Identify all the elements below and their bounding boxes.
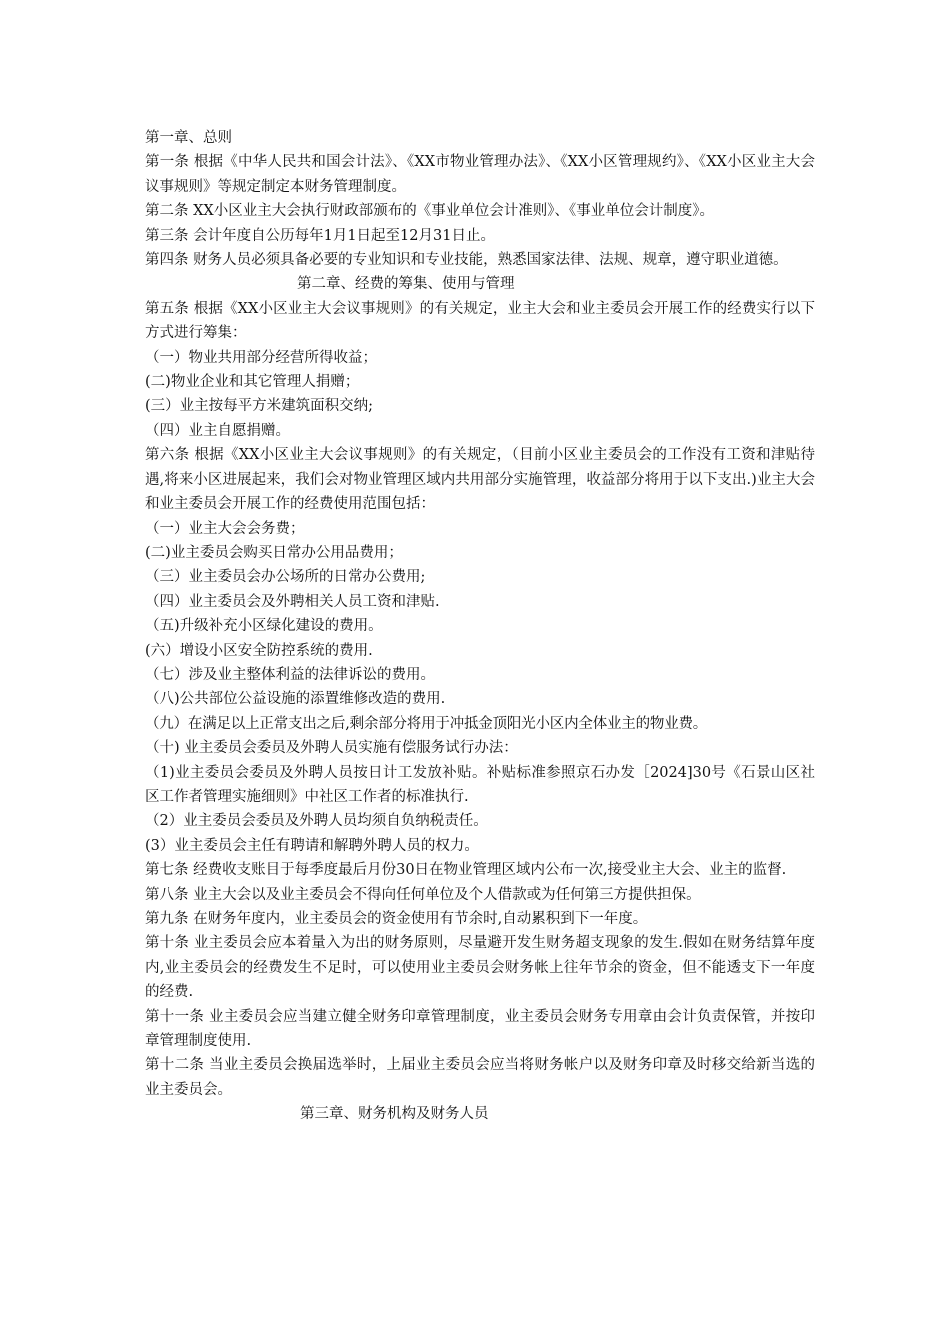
chapter-2-title: 第二章、经费的筹集、使用与管理 (297, 276, 515, 293)
article-4: 第四条 财务人员必须具备必要的专业知识和专业技能，熟悉国家法律、法规、规章，遵守职业道德。 (145, 252, 788, 269)
article-6-item-1: （一）业主大会会务费； (145, 520, 305, 537)
article-6-item-10: （十) 业主委员会委员及外聘人员实施有偿服务试行办法： (145, 740, 518, 757)
article-5: 第五条 根据《XX小区业主大会议事规则》的有关规定，业主大会和业主委员会开展工作的经费实行以下方式进行筹集： (145, 300, 815, 342)
article-6-item-2: (二)业主委员会购买日常办公用品费用； (145, 544, 403, 561)
article-6-item-9: （九）在满足以上正常支出之后,剩余部分将用于冲抵金顶阳光小区内全体业主的物业费。 (145, 715, 708, 732)
article-3: 第三条 会计年度自公历每年1月1日起至12月31日止。 (145, 227, 495, 244)
article-12: 第十二条 当业主委员会换届选举时，上届业主委员会应当将财务帐户以及财务印章及时移交给新当选的业主委员会。 (145, 1057, 815, 1098)
article-6-subitem-3: (3）业主委员会主任有聘请和解聘外聘人员的权力。 (145, 837, 479, 854)
article-9: 第九条 在财务年度内，业主委员会的资金使用有节余时,自动累积到下一年度。 (145, 911, 648, 927)
article-6-subitem-1: （1)业主委员会委员及外聘人员按日计工发放补贴。补贴标准参照京石办发［2024]30号《石景山区社区工作者管理实施细则》中社区工作者的标准执行. (145, 764, 815, 805)
article-6-item-3: （三）业主委员会办公场所的日常办公费用; (145, 569, 426, 586)
article-1: 第一条 根据《中华人民共和国会计法》、《XX市物业管理办法》、《XX小区管理规约》、《XX小区业主大会议事规则》等规定制定本财务管理制度。 (145, 154, 815, 195)
article-5-item-2: (二)物业企业和其它管理人捐赠； (145, 374, 360, 391)
article-5-item-1: （一）物业共用部分经营所得收益； (145, 349, 377, 366)
article-2: 第二条 XX小区业主大会执行财政部颁布的《事业单位会计准则》、《事业单位会计制度》。 (145, 203, 715, 220)
article-10: 第十条 业主委员会应本着量入为出的财务原则，尽量避开发生财务超支现象的发生.假如在财务结算年度内,业主委员会的经费发生不足时，可以使用业主委员会财务帐上往年节余的资金，但不能透支下一年度的经费. (145, 935, 815, 1001)
article-11: 第十一条 业主委员会应当建立健全财务印章管理制度，业主委员会财务专用章由会计负责保管，并按印章管理制度使用. (145, 1008, 815, 1050)
article-6: 第六条 根据《XX小区业主大会议事规则》的有关规定，（目前小区业主委员会的工作没有工资和津贴待遇,将来小区进展起来，我们会对物业管理区域内共用部分实施管理，收益部分将用于以下支出.)业主大会和业主委员会开展工作的经费使用范围包括： (145, 447, 815, 513)
chapter-1-title: 第一章、总则 (145, 130, 232, 146)
article-6-item-4: （四）业主委员会及外聘相关人员工资和津贴. (145, 593, 440, 610)
article-6-subitem-2: （2）业主委员会委员及外聘人员均须自负纳税责任。 (145, 813, 488, 830)
article-6-item-7: （七）涉及业主整体利益的法律诉讼的费用。 (145, 666, 435, 683)
article-6-item-5: （五)升级补充小区绿化建设的费用。 (145, 618, 383, 635)
article-6-item-6: (六）增设小区安全防控系统的费用. (145, 642, 373, 659)
document-page (145, 126, 815, 1127)
article-6-item-8: （八)公共部位公益设施的添置维修改造的费用. (145, 691, 446, 708)
chapter-3-title: 第三章、财务机构及财务人员 (300, 1106, 489, 1123)
article-8: 第八条 业主大会以及业主委员会不得向任何单位及个人借款或为任何第三方提供担保。 (145, 886, 701, 903)
article-7: 第七条 经费收支账目于每季度最后月份30日在物业管理区域内公布一次,接受业主大会、业主的监督. (145, 862, 787, 879)
article-5-item-3: (三）业主按每平方米建筑面积交纳; (145, 398, 374, 415)
article-5-item-4: （四）业主自愿捐赠。 (145, 422, 290, 439)
